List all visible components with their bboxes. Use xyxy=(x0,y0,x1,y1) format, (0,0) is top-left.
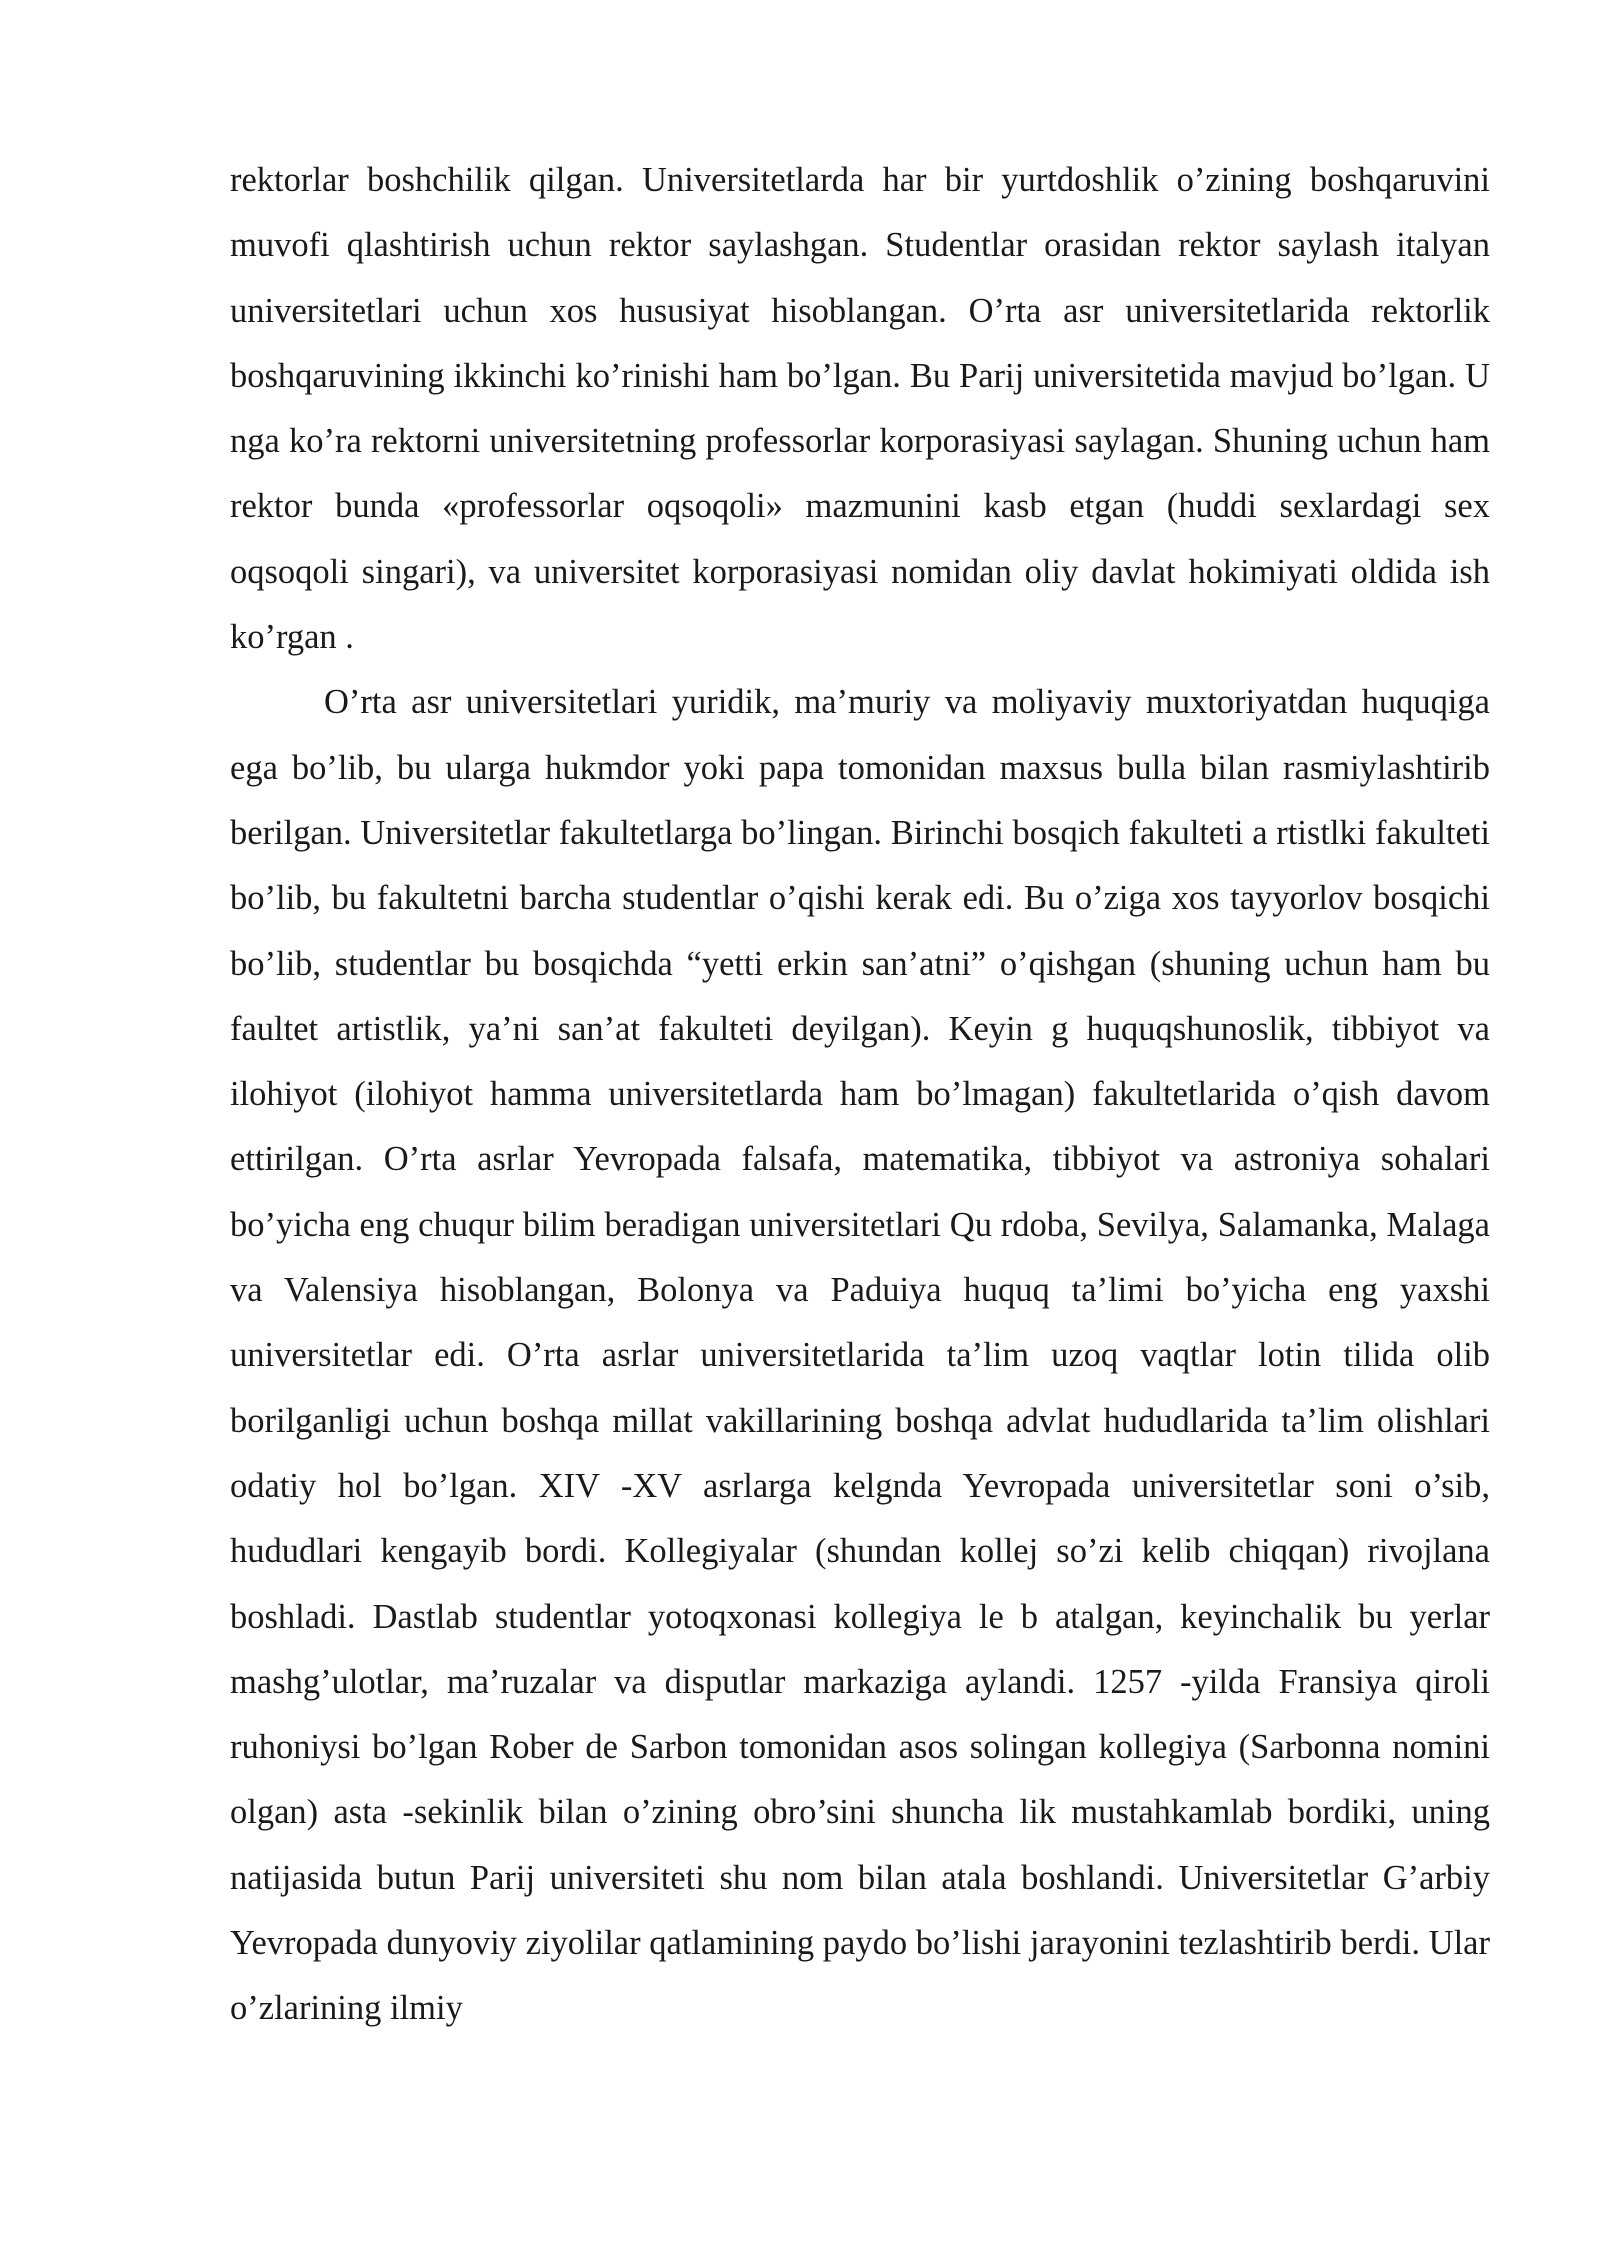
paragraph-universities: O’rta asr universitetlari yuridik, ma’muriy va moliyaviy muxtoriyatdan huquqiga ega bo’lib, bu ularga hukmdor yoki papa tomonidan maxsus bulla bilan rasmiylashtirib berilgan. Universitetlar fakultetlarga bo’lingan. Birinchi bosqich fakulteti a rtistlki fakulteti bo’lib, bu fakultetni barcha studentlar o’qishi kerak edi. Bu o’ziga xos tayyorlov bosqichi bo’lib, studentlar bu bosqichda “yetti erkin san’atni” o’qishgan (shuning uchun ham bu faultet artistlik, ya’ni san’at fakulteti deyilgan). Keyin g huquqshunoslik, tibbiyot va ilohiyot (ilohiyot hamma universitetlarda ham bo’lmagan) fakultetlarida o’qish davom ettirilgan. O’rta asrlar Yevropada falsafa, matematika, tibbiyot va astroniya sohalari bo’yicha eng chuqur bilim beradigan universitetlari Qu rdoba, Sevilya, Salamanka, Malaga va Valensiya hisoblangan, Bolonya va Paduiya huquq ta’limi bo’yicha eng yaxshi universitetlar edi. O’rta asrlar universitetlarida ta’lim uzoq vaqtlar lotin tilida olib borilganligi uchun boshqa millat vakillarining boshqa advlat hududlarida ta’lim olishlari odatiy hol bo’lgan. XIV -XV asrlarga kelgnda Yevropada universitetlar soni o’sib, hududlari kengayib bordi. Kollegiyalar (shundan kollej so’zi kelib chiqqan) rivojlana boshladi. Dastlab studentlar yotoqxonasi kollegiya le b atalgan, keyinchalik bu yerlar mashg’ulotlar, ma’ruzalar va disputlar markaziga aylandi. 1257 -yilda Fransiya qiroli ruhoniysi bo’lgan Rober de Sarbon tomonidan asos solingan kollegiya (Sarbonna nomini olgan) asta -sekinlik bilan o’zining obro’sini shuncha lik mustahkamlab bordiki, uning natijasida butun Parij universiteti shu nom bilan atala boshlandi. Universitetlar G’arbiy Yevropada dunyoviy ziyolilar qatlamining paydo bo’lishi jarayonini tezlashtirib berdi. Ular o’zlarining ilmiy xyxy=(230,683,1490,2028)
paragraph-continuation: rektorlar boshchilik qilgan. Universitetlarda har bir yurtdoshlik o’zining boshqaruvini muvofi qlashtirish uchun rektor saylashgan. Studentlar orasidan rektor saylash italyan universitetlari uchun xos hususiyat hisoblangan. O’rta asr universitetlarida rektorlik boshqaruvining ikkinchi ko’rinishi ham bo’lgan. Bu Parij universitetida mavjud bo’lgan. U nga ko’ra rektorni universitetning professorlar korporasiyasi saylagan. Shuning uchun ham rektor bunda «professorlar oqsoqoli» mazmunini kasb etgan (huddi sexlardagi sex oqsoqoli singari), va universitet korporasiyasi nomidan oliy davlat hokimiyati oldida ish ko’rgan . xyxy=(230,161,1490,657)
document-body xyxy=(230,148,1490,2042)
